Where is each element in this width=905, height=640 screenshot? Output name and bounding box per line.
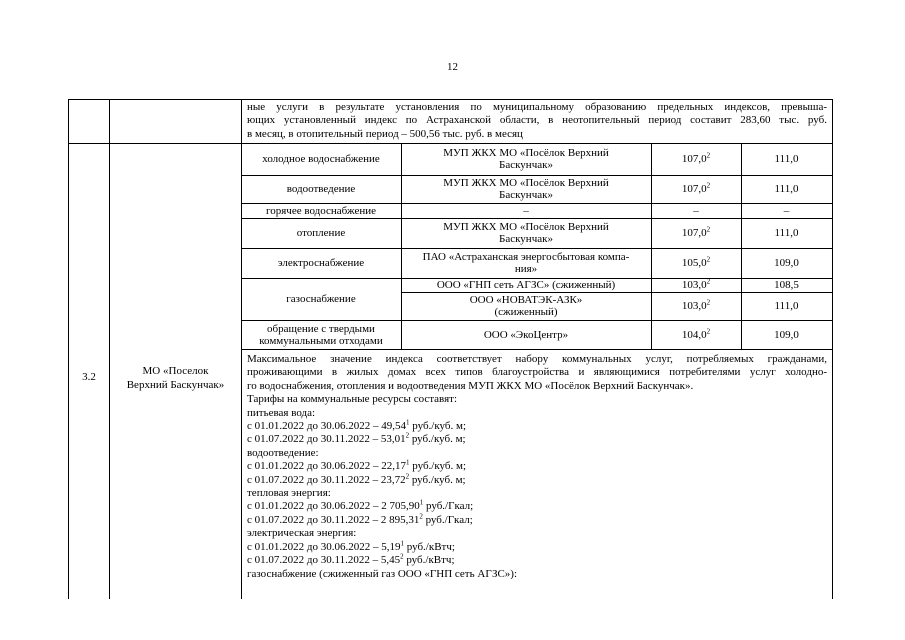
tariff-text: питьевая вода: (247, 406, 316, 419)
limit-value (741, 227, 832, 239)
cell-line: ООО «ЭкоЦентр» (483, 328, 569, 341)
number-column-divider (109, 99, 110, 599)
footnote-mark: 2 (706, 225, 711, 234)
continuation-line: ные услуги в результате установления по муниципальному образованию предельных индексов, превыша- (247, 101, 827, 113)
cell-line: МУП ЖКХ МО «Посёлок Верхний (443, 147, 609, 159)
index-value (651, 279, 741, 291)
cell-line: холодное водоснабжение (262, 153, 380, 165)
continuation-text (247, 101, 827, 141)
service-row-divider (241, 218, 833, 219)
service-column-divider (651, 143, 652, 349)
tariff-line (247, 514, 827, 527)
index-explanation (247, 353, 827, 581)
limit-value (741, 183, 832, 195)
cell-line: коммунальными отходами (259, 334, 383, 347)
municipality-line: Верхний Баскунчак» (126, 379, 225, 391)
index-value (651, 257, 741, 269)
tariff-text: Тарифы на коммунальные ресурсы составят: (247, 393, 458, 406)
value-text: 107,0 (681, 153, 707, 165)
tariff-line (247, 420, 827, 433)
tariff-line (247, 541, 827, 554)
footnote-mark: 2 (706, 326, 711, 335)
footnote-mark: 1 (405, 418, 410, 427)
tariff-text: с 01.01.2022 до 30.06.2022 – 2 705,90 (247, 500, 420, 513)
cell-line: ООО «НОВАТЭК-АЗК» (469, 294, 583, 306)
table-left-border (68, 99, 69, 599)
tariff-unit: руб./куб. м; (409, 420, 467, 433)
tariff-unit: руб./кВтч; (403, 540, 455, 553)
footnote-mark: 1 (419, 498, 424, 507)
tariff-list (247, 393, 827, 581)
value-text: 103,0 (681, 300, 707, 312)
cell-line: Баскунчак» (499, 159, 553, 171)
limit-value (741, 329, 832, 341)
row-divider (68, 143, 833, 144)
explanation-line: проживающими в жилых домах всех типов благоустройства и являющимися потребителями услуг холодно- (247, 366, 827, 379)
tariff-text: газоснабжение (сжиженный газ ООО «ГНП сеть АГЗС»): (247, 567, 518, 580)
cell-line: отопление (296, 227, 346, 239)
value-text: 111,0 (774, 183, 799, 195)
value-text: 109,0 (774, 257, 799, 269)
service-name (243, 205, 399, 217)
limit-value (741, 300, 832, 312)
footnote-mark: 1 (405, 458, 410, 467)
value-text: 105,0 (681, 257, 707, 269)
cell-line: ния» (514, 263, 538, 275)
footnote-mark: 2 (706, 277, 711, 286)
value-text: 111,0 (774, 153, 799, 165)
cell-line: обращение с твердыми (267, 322, 375, 335)
service-row-divider (241, 320, 833, 321)
tariff-unit: руб./кВтч; (403, 554, 455, 567)
footnote-mark: 2 (706, 298, 711, 307)
cell-line: Баскунчак» (499, 233, 553, 245)
value-text: 108,5 (774, 279, 799, 291)
service-name (243, 323, 399, 347)
tariff-text: с 01.07.2022 до 30.11.2022 – 2 895,31 (247, 513, 420, 526)
explanation-line: го водоснабжения, отопления и водоотведения МУП ЖКХ МО «Посёлок Верхний Баскунчак». (247, 379, 694, 392)
cell-line: ООО «ГНП сеть АГЗС» (сжиженный) (436, 279, 616, 291)
index-value (651, 227, 741, 239)
tariff-text: с 01.07.2022 до 30.11.2022 – 5,45 (247, 554, 401, 567)
cell-line: водоотведение (286, 183, 356, 195)
tariff-unit: руб./Гкал; (422, 513, 473, 526)
tariff-text: электрическая энергия: (247, 527, 357, 540)
service-row-divider (401, 292, 833, 293)
footnote-mark: 2 (405, 431, 410, 440)
value-text: – (693, 204, 699, 217)
tariff-text: с 01.01.2022 до 30.06.2022 – 49,54 (247, 420, 406, 433)
value-text: 107,0 (681, 227, 707, 239)
tariff-line (247, 407, 827, 420)
value-text: 111,0 (774, 227, 799, 239)
tariff-text: с 01.07.2022 до 30.11.2022 – 53,01 (247, 433, 406, 446)
value-text: 109,0 (774, 328, 799, 341)
cell-line: газоснабжение (286, 293, 356, 305)
tariff-line (247, 393, 827, 406)
value-text: – (783, 204, 790, 217)
tariff-line (247, 433, 827, 446)
cell-line: МУП ЖКХ МО «Посёлок Верхний (443, 177, 609, 189)
footnote-mark: 2 (706, 151, 711, 160)
index-value (651, 153, 741, 165)
tariff-line (247, 568, 827, 581)
cell-line: Баскунчак» (499, 189, 553, 201)
footnote-mark: 2 (400, 552, 404, 561)
cell-line: (сжиженный) (494, 306, 558, 318)
service-name (243, 293, 399, 305)
index-value (651, 183, 741, 195)
cell-line: – (523, 204, 529, 217)
provider-name (403, 329, 649, 341)
provider-name (403, 177, 649, 201)
table-top-border (68, 99, 833, 100)
cell-line: ПАО «Астраханская энергосбытовая компа- (422, 251, 630, 263)
service-name (243, 227, 399, 239)
limit-value (741, 153, 832, 165)
provider-name (403, 279, 649, 291)
provider-name (403, 205, 649, 217)
footnote-mark: 2 (706, 181, 711, 190)
index-value (651, 326, 741, 341)
tariff-line (247, 487, 827, 500)
footnote-mark: 2 (419, 512, 423, 521)
row-number: 3.2 (82, 371, 96, 383)
limit-value (741, 205, 832, 217)
service-name (243, 153, 399, 165)
tariff-line (247, 447, 827, 460)
footnote-mark: 2 (706, 255, 711, 264)
municipality-line: МО «Поселок (142, 365, 209, 377)
provider-name (403, 294, 649, 318)
tariff-unit: руб./Гкал; (423, 500, 474, 513)
tariff-line (247, 554, 827, 567)
page-number: 12 (447, 61, 458, 73)
tariff-line (247, 474, 827, 487)
cell-line: горячее водоснабжение (266, 204, 376, 217)
provider-name (403, 147, 649, 171)
value-text: 111,0 (774, 300, 799, 312)
tariff-text: с 01.01.2022 до 30.06.2022 – 5,19 (247, 540, 401, 553)
service-name (243, 257, 399, 269)
continuation-line: ющих установленный индекс по Астраханской области, в неотопительный период составит 283,60 тыс. руб. (247, 114, 827, 127)
footnote-mark: 2 (405, 472, 410, 480)
tariff-line (247, 500, 827, 513)
tariff-text: с 01.01.2022 до 30.06.2022 – 22,17 (247, 460, 406, 473)
services-bottom-border (241, 349, 833, 350)
continuation-line: в месяц, в отопительный период – 500,56 тыс. руб. в месяц (247, 127, 523, 140)
value-text: 107,0 (681, 183, 707, 195)
tariff-unit: руб./куб. м; (409, 473, 466, 486)
tariff-unit: руб./куб. м; (409, 433, 466, 446)
tariff-unit: руб./куб. м; (409, 460, 467, 473)
limit-value (741, 279, 832, 291)
service-column-divider (401, 143, 402, 349)
tariff-line (247, 527, 827, 540)
tariff-text: с 01.07.2022 до 30.11.2022 – 23,72 (247, 473, 406, 486)
tariff-text: водоотведение: (247, 446, 319, 459)
index-value (651, 205, 741, 217)
provider-name (403, 221, 649, 245)
service-row-divider (241, 175, 833, 176)
service-column-divider (741, 143, 742, 349)
cell-line: МУП ЖКХ МО «Посёлок Верхний (443, 221, 609, 233)
value-text: 103,0 (681, 279, 707, 291)
cell-line: электроснабжение (277, 257, 365, 269)
service-name (243, 183, 399, 195)
explanation-line: Максимальное значение индекса соответствует набору коммунальных услуг, потребляемых гражданами, (247, 353, 827, 365)
tariff-line (247, 460, 827, 473)
value-text: 104,0 (681, 328, 707, 341)
limit-value (741, 257, 832, 269)
municipality-name (110, 364, 241, 392)
provider-name (403, 251, 649, 275)
service-row-divider (241, 248, 833, 249)
footnote-mark: 1 (400, 539, 404, 548)
index-value (651, 300, 741, 312)
tariff-text: тепловая энергия: (247, 487, 331, 500)
